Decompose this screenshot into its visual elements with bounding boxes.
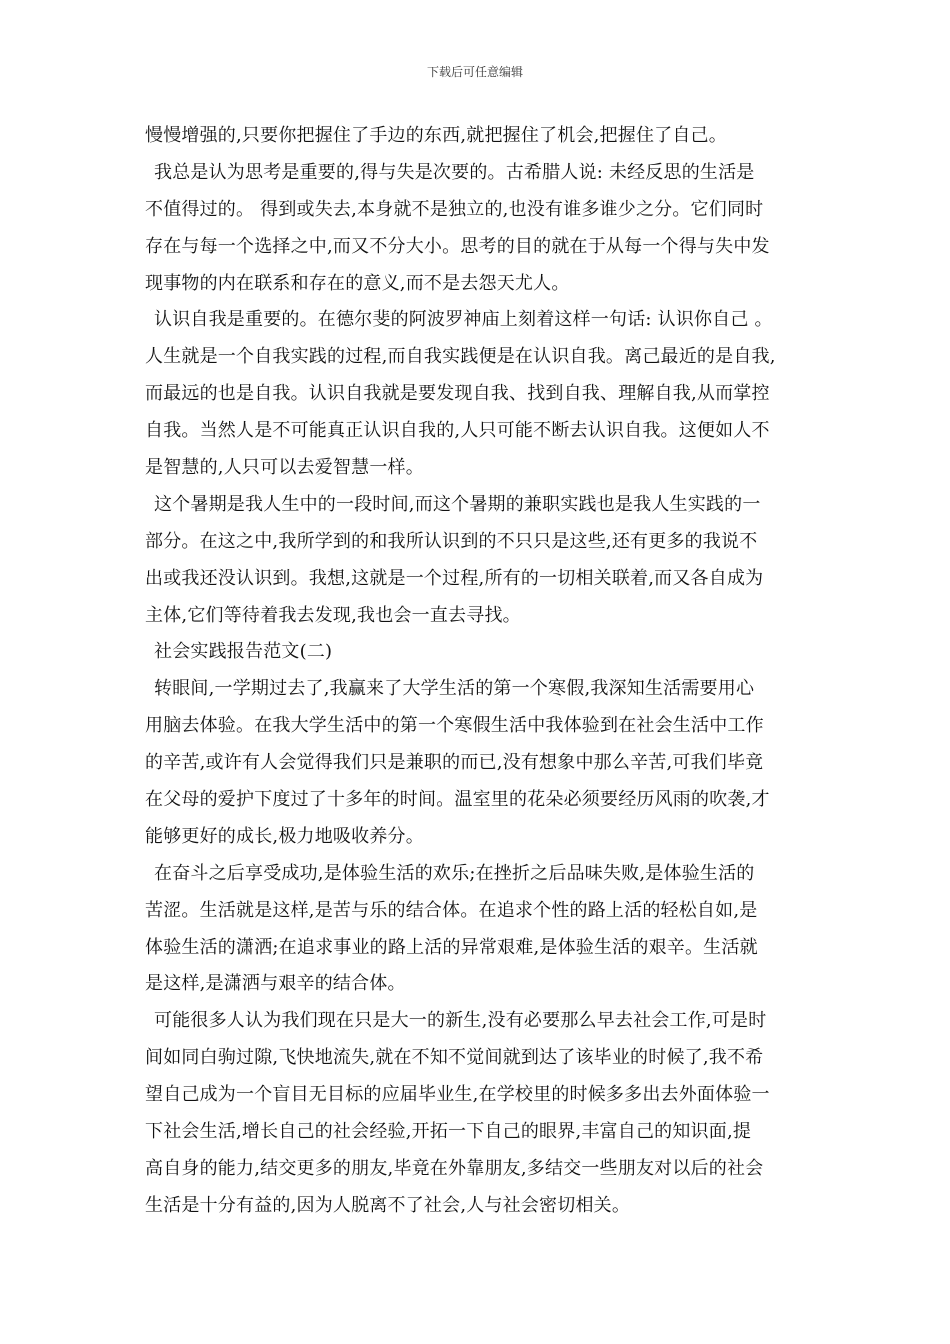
- text-line: 间如同白驹过隙,飞快地流失,就在不知不觉间就到达了该毕业的时候了,我不希: [145, 1047, 764, 1069]
- text-line: 存在与每一个选择之中,而又不分大小。思考的目的就在于从每一个得与失中发: [145, 235, 770, 257]
- text-line: 是智慧的,人只可以去爱智慧一样。: [145, 457, 424, 479]
- text-line: 转眼间,一学期过去了,我赢来了大学生活的第一个寒假,我深知生活需要用心: [154, 678, 755, 700]
- text-line: 部分。在这之中,我所学到的和我所认识到的不只只是这些,还有更多的我说不: [145, 530, 758, 552]
- text-line: 下社会生活,增长自己的社会经验,开拓一下自己的眼界,丰富自己的知识面,提: [145, 1121, 752, 1143]
- text-line: 社会实践报告范文(二): [154, 641, 333, 663]
- text-line: 望自己成为一个盲目无目标的应届毕业生,在学校里的时候多多出去外面体验一: [145, 1084, 770, 1106]
- document-body: [145, 118, 810, 1225]
- text-line: 在父母的爱护下度过了十多年的时间。温室里的花朵必须要经历风雨的吹袭,才: [145, 789, 770, 811]
- text-line: 可能很多人认为我们现在只是大一的新生,没有必要那么早去社会工作,可是时: [154, 1010, 767, 1032]
- text-line: 体验生活的潇洒;在追求事业的路上活的异常艰难,是体验生活的艰辛。生活就: [145, 936, 758, 958]
- text-line: 慢慢增强的,只要你把握住了手边的东西,就把握住了机会,把握住了自己。: [145, 125, 727, 146]
- text-line: 是这样,是潇洒与艰辛的结合体。: [145, 973, 406, 995]
- text-line: 自我。当然人是不可能真正认识自我的,人只可能不断去认识自我。这便如人不: [145, 420, 770, 442]
- text-line: 用脑去体验。在我大学生活中的第一个寒假生活中我体验到在社会生活中工作: [145, 715, 764, 737]
- page-header: 下载后可任意编辑: [426, 65, 523, 79]
- text-line: 不值得过的。 得到或失去,本身就不是独立的,也没有谁多谁少之分。它们同时: [145, 198, 764, 220]
- text-line: 出或我还没认识到。我想,这就是一个过程,所有的一切相关联着,而又各自成为: [145, 567, 764, 589]
- text-line: 现事物的内在联系和存在的意义,而不是去怨天尤人。: [145, 272, 570, 294]
- text-line: 而最远的也是自我。认识自我就是要发现自我、找到自我、理解自我,从而掌控: [145, 383, 770, 405]
- text-line: 能够更好的成长,极力地吸收养分。: [145, 825, 424, 847]
- text-line: 高自身的能力,结交更多的朋友,毕竟在外靠朋友,多结交一些朋友对以后的社会: [145, 1157, 764, 1179]
- text-line: 生活是十分有益的,因为人脱离不了社会,人与社会密切相关。: [145, 1194, 631, 1216]
- text-line: 这个暑期是我人生中的一段时间,而这个暑期的兼职实践也是我人生实践的一: [154, 493, 761, 515]
- text-line: 认识自我是重要的。在德尔斐的阿波罗神庙上刻着这样一句话: 认识你自己 。: [154, 309, 773, 331]
- text-line: 我总是认为思考是重要的,得与失是次要的。古希腊人说: 未经反思的生活是: [154, 161, 755, 183]
- text-line: 苦涩。生活就是这样,是苦与乐的结合体。在追求个性的路上活的轻松自如,是: [145, 899, 758, 921]
- text-line: 主体,它们等待着我去发现,我也会一直去寻找。: [145, 604, 521, 626]
- text-line: 在奋斗之后享受成功,是体验生活的欢乐;在挫折之后品味失败,是体验生活的: [154, 862, 755, 884]
- text-line: 的辛苦,或许有人会觉得我们只是兼职的而已,没有想象中那么辛苦,可我们毕竟: [145, 752, 764, 774]
- text-line: 人生就是一个自我实践的过程,而自我实践便是在认识自我。离己最近的是自我,: [145, 346, 776, 368]
